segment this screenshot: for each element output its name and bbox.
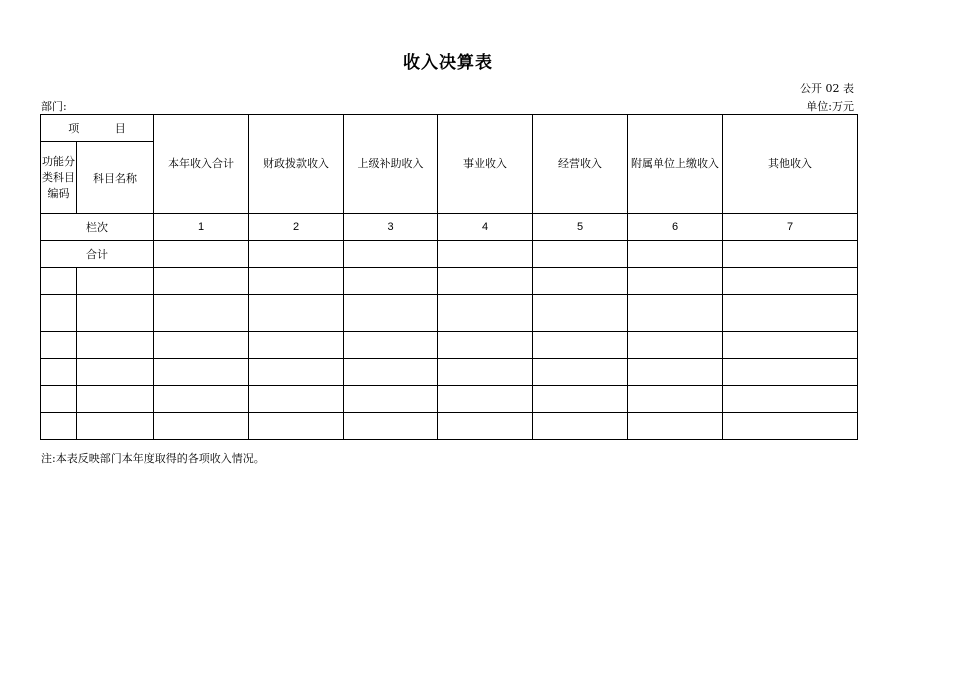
column-header: 上级补助收入 (344, 115, 438, 214)
table-cell (533, 295, 628, 332)
table-row (41, 332, 858, 359)
table-cell (438, 413, 533, 440)
table-cell (533, 413, 628, 440)
table-row (41, 359, 858, 386)
table-cell (77, 295, 154, 332)
line-number: 7 (723, 214, 858, 241)
table-cell (533, 386, 628, 413)
table-cell (154, 386, 249, 413)
total-cell (154, 241, 249, 268)
table-cell (628, 359, 723, 386)
table-cell (723, 386, 858, 413)
table-row (41, 295, 858, 332)
table-cell (344, 413, 438, 440)
table-cell (344, 295, 438, 332)
table-cell (154, 359, 249, 386)
table-row (41, 386, 858, 413)
table-cell (154, 295, 249, 332)
table-cell (249, 386, 344, 413)
line-number: 6 (628, 214, 723, 241)
table-cell (533, 268, 628, 295)
table-cell (344, 332, 438, 359)
form-number: 公开 02 表 (800, 82, 854, 95)
table-cell (438, 268, 533, 295)
column-header: 经营收入 (533, 115, 628, 214)
table-cell (628, 332, 723, 359)
table-cell (249, 332, 344, 359)
table-cell (41, 413, 77, 440)
column-header: 财政拨款收入 (249, 115, 344, 214)
table-cell (628, 386, 723, 413)
table-cell (77, 268, 154, 295)
total-cell (723, 241, 858, 268)
table-cell (438, 359, 533, 386)
table-cell (77, 386, 154, 413)
table-cell (249, 413, 344, 440)
table-cell (628, 295, 723, 332)
table-cell (344, 386, 438, 413)
table-cell (41, 359, 77, 386)
table-cell (249, 268, 344, 295)
table-cell (77, 332, 154, 359)
table-cell (533, 359, 628, 386)
table-cell (628, 268, 723, 295)
table-cell (41, 268, 77, 295)
table-cell (438, 386, 533, 413)
footnote: 注:本表反映部门本年度取得的各项收入情况。 (41, 452, 265, 465)
column-header: 附属单位上缴收入 (628, 115, 723, 214)
function-code-header: 功能分类科目编码 (41, 142, 77, 214)
table-cell (344, 268, 438, 295)
total-cell (249, 241, 344, 268)
total-cell (628, 241, 723, 268)
table-cell (723, 332, 858, 359)
item-header: 项 目 (41, 115, 154, 142)
table-cell (723, 413, 858, 440)
line-number: 5 (533, 214, 628, 241)
table-cell (628, 413, 723, 440)
total-cell (438, 241, 533, 268)
line-number: 1 (154, 214, 249, 241)
column-header: 本年收入合计 (154, 115, 249, 214)
table-cell (41, 295, 77, 332)
table-cell (438, 295, 533, 332)
table-row (41, 268, 858, 295)
table-cell (154, 268, 249, 295)
column-header: 其他收入 (723, 115, 858, 214)
table-cell (438, 332, 533, 359)
unit-label: 单位:万元 (806, 100, 854, 113)
table-cell (154, 332, 249, 359)
table-cell (77, 413, 154, 440)
data-rows (41, 268, 858, 440)
line-number: 4 (438, 214, 533, 241)
table-cell (344, 359, 438, 386)
income-table (40, 114, 858, 440)
total-cell (344, 241, 438, 268)
line-label: 栏次 (41, 214, 154, 241)
table-cell (77, 359, 154, 386)
department-label: 部门: (41, 100, 67, 113)
table-cell (723, 359, 858, 386)
total-cell (533, 241, 628, 268)
table-cell (533, 332, 628, 359)
line-number: 2 (249, 214, 344, 241)
table-row (41, 413, 858, 440)
table-cell (41, 386, 77, 413)
subject-name-header: 科目名称 (77, 142, 154, 214)
table-cell (723, 268, 858, 295)
total-label: 合计 (41, 241, 154, 268)
table-cell (723, 295, 858, 332)
table-cell (249, 295, 344, 332)
column-header: 事业收入 (438, 115, 533, 214)
table-cell (154, 413, 249, 440)
table-cell (41, 332, 77, 359)
table-cell (249, 359, 344, 386)
page-title: 收入决算表 (403, 53, 493, 73)
line-number: 3 (344, 214, 438, 241)
